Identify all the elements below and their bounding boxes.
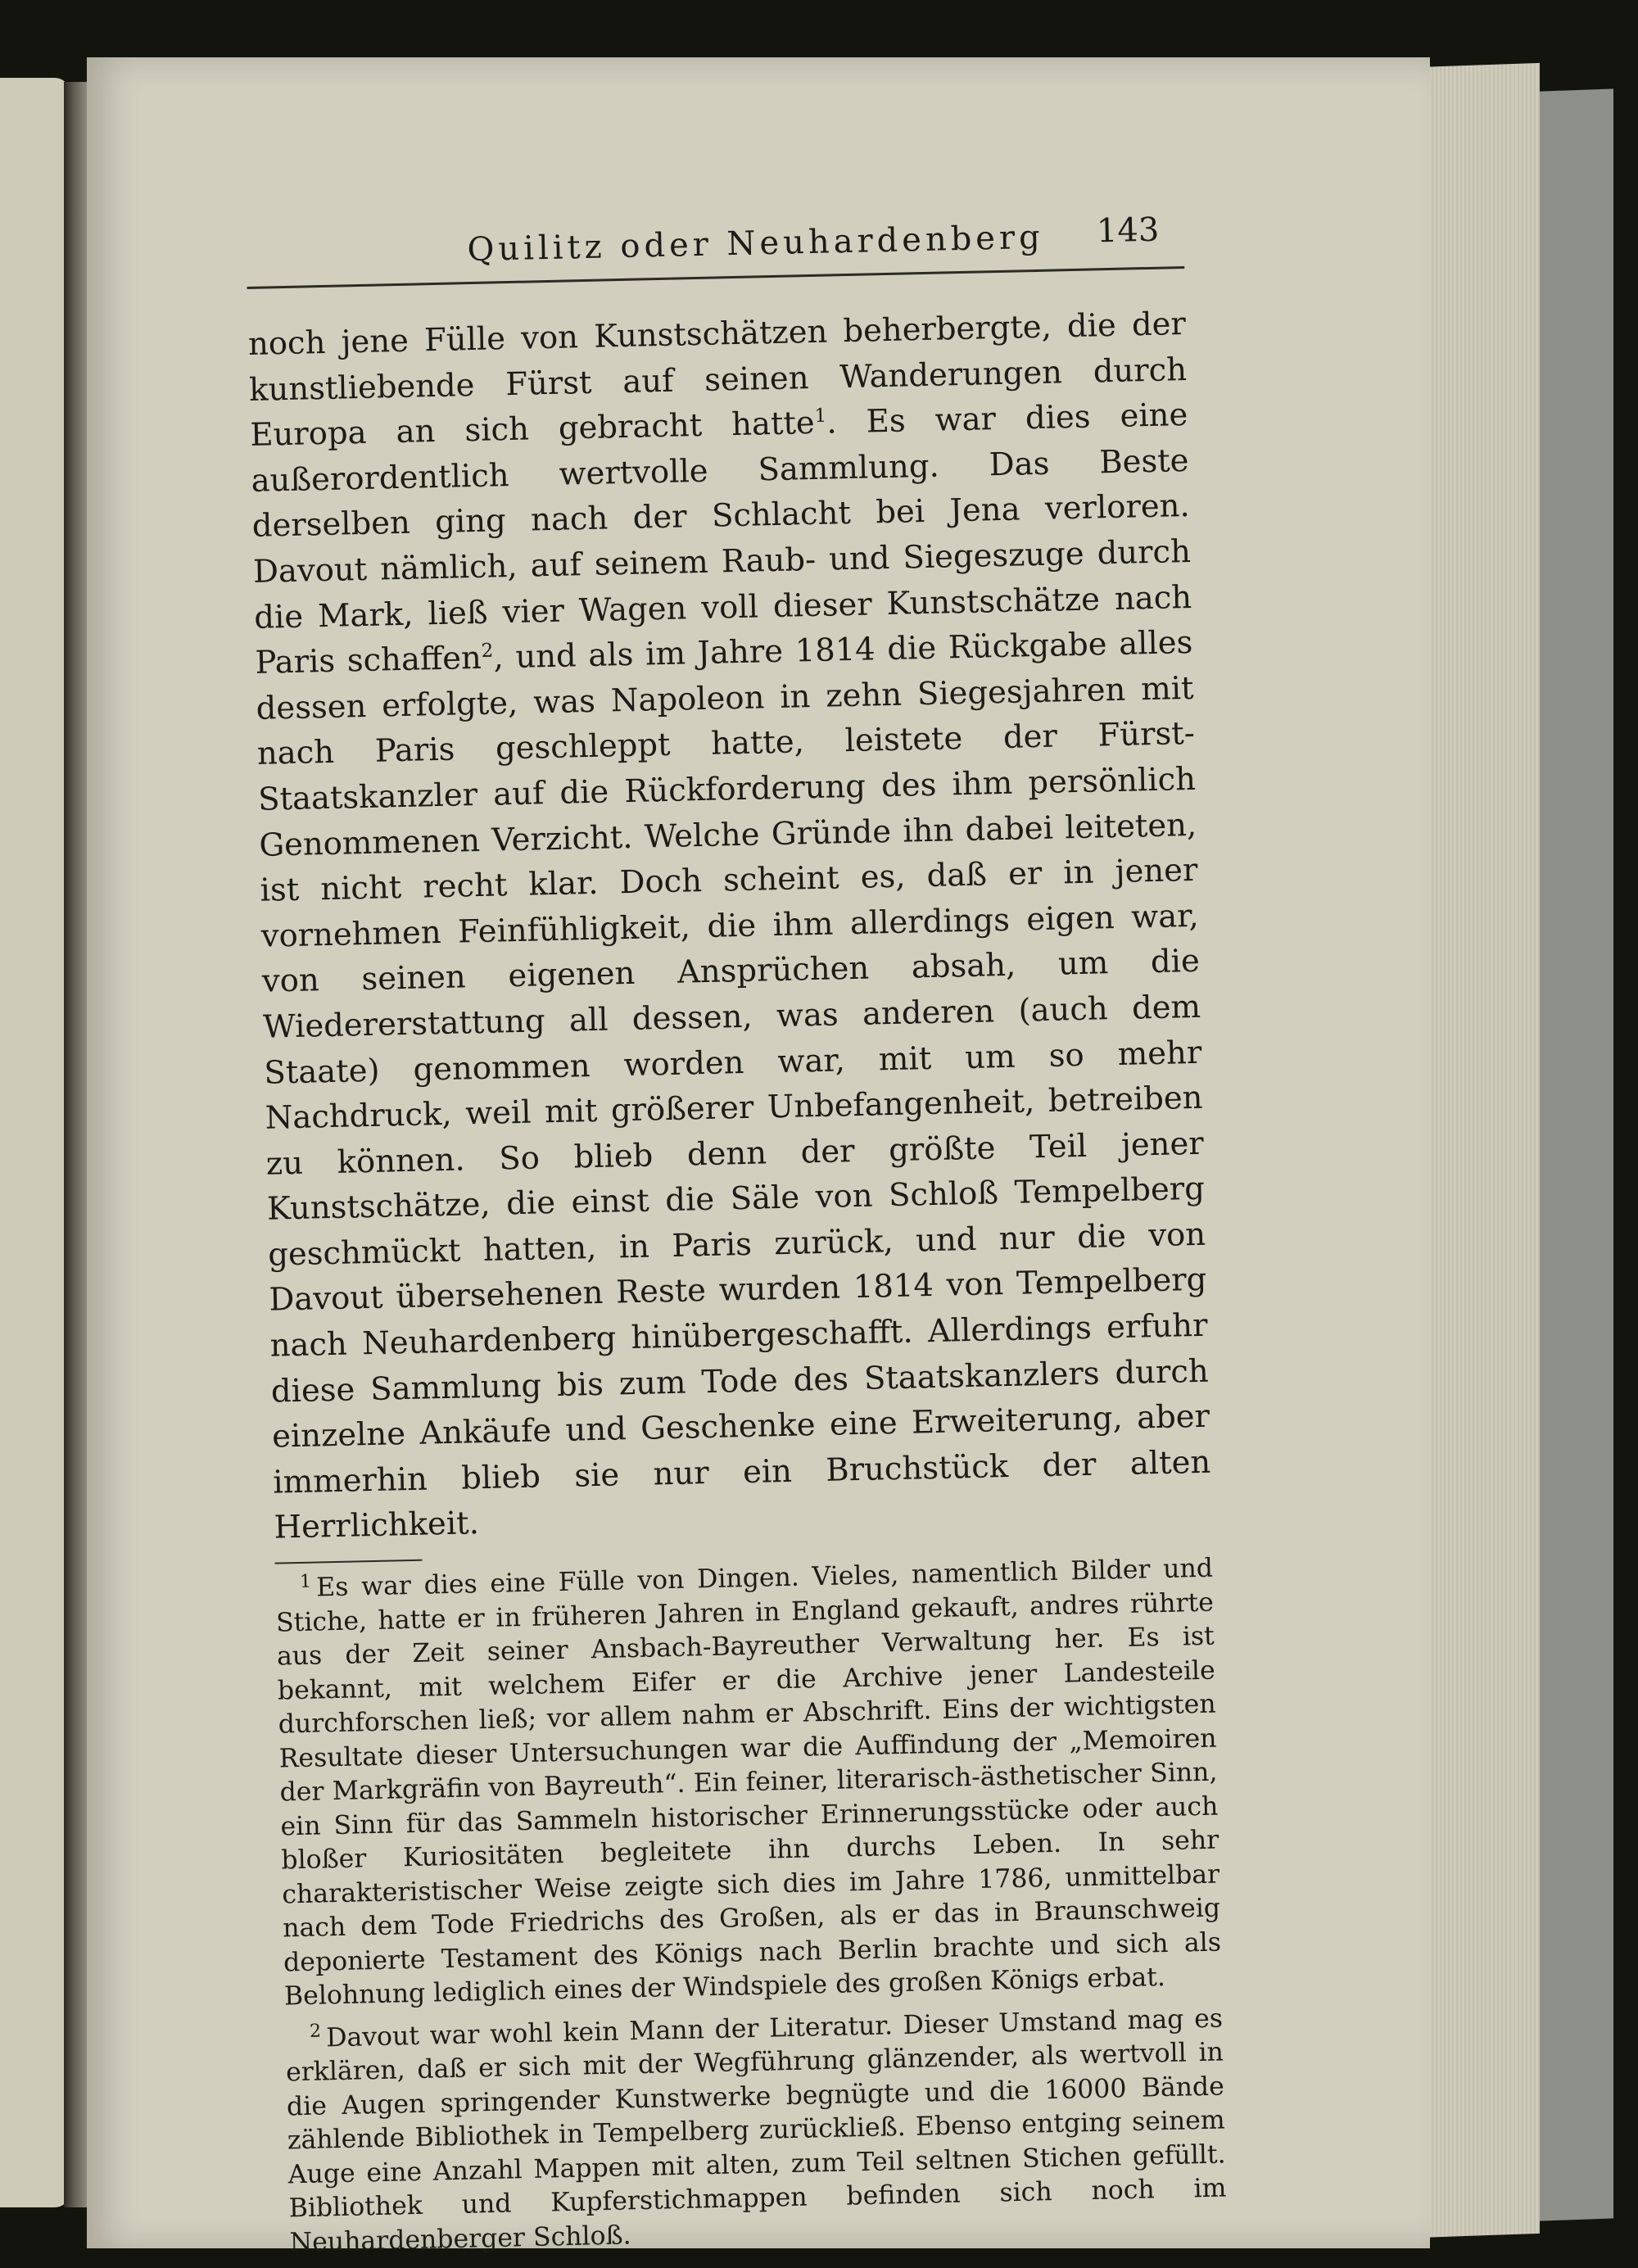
footnote-reference-2: 2 — [481, 640, 494, 663]
footnote-text: Es war dies eine Fülle von Dingen. Vieles, namentlich Bilder und Stiche, hatte er in früheren Jahren in England gekauft, andres rührte aus der Zeit seiner Ansbach-Bayreuther Verwaltung her. Es ist bekannt, mit welchem Eifer er die Archive jener Landesteile durchforschen ließ; vor allem nahm er Abschrift. Eins der wichtigsten Resultate dieser Untersuchungen war die Auffindung der „Memoiren der Markgräfin von Bayreuth“. Ein feiner, literarisch-ästhetischer Sinn, ein Sinn für das Sammeln historischer Erinnerungsstücke oder auch bloßer Kuriositäten begleitete ihn durchs Leben. In sehr charakteristischer Weise zeigte sich dies im Jahre 1786, unmittelbar nach dem Tode Friedrichs des Großen, als er das in Braunschweig deponierte Testament des Königs nach Berlin brachte und sich als Belohnung lediglich eines der Windspiele des großen Königs erbat. — [275, 1553, 1222, 2012]
page-number: 143 — [1096, 211, 1160, 251]
book-gutter — [64, 82, 87, 2207]
footnote-number: 1 — [299, 1571, 312, 1592]
body-text — [247, 301, 1211, 1551]
body-paragraph — [247, 301, 1211, 1551]
footnote-rule — [275, 1560, 423, 1564]
running-head: Quilitz oder Neuhardenberg — [467, 218, 1045, 269]
body-text-part-2: . Es war dies eine außerordentlich wertvolle Sammlung. Das Beste derselben ging nach der Schlacht bei Jena verloren. Davout nämlich, auf seinem Raub- und Siegeszuge durch die Mark, ließ vier Wagen voll dieser Kunstschätze nach Paris schaffen — [251, 396, 1192, 682]
book-cover-edge — [1540, 88, 1613, 2220]
page-content — [246, 209, 1228, 2268]
footnote-1 — [275, 1552, 1222, 2014]
facing-page-edge — [0, 78, 70, 2207]
footnote-number: 2 — [309, 2021, 322, 2042]
footnote-reference-1: 1 — [814, 405, 827, 428]
body-text-part-3: , und als im Jahre 1814 die Rückgabe alles dessen erfolgte, was Napoleon in zehn Siegesjahren mit nach Paris geschleppt hatte, leistete der Fürst-Staatskanzler auf die Rückforderung des ihm persönlich Genommenen Verzicht. Welche Gründe ihn dabei leiteten, ist nicht recht klar. Doch scheint es, daß er in jener vornehmen Feinfühligkeit, die ihm allerdings eigen war, von seinen eigenen Ansprüchen absah, um die Wiedererstattung all dessen, was anderen (auch dem Staate) genommen worden war, mit um so mehr Nachdruck, weil mit größerer Unbefangenheit, betreiben zu können. So blieb denn der größte Teil jener Kunstschätze, die einst die Säle von Schloß Tempelberg geschmückt hatten, in Paris zurück, und nur die von Davout übersehenen Reste wurden 1814 von Tempelberg nach Neuhardenberg hinübergeschafft. Allerdings erfuhr diese Sammlung bis zum Tode des Staatskanzlers durch einzelne Ankäufe und Geschenke eine Erweiterung, aber immerhin blieb sie nur ein Bruchstück der alten Herrlichkeit. — [256, 624, 1211, 1547]
body-text-part-1: noch jene Fülle von Kunstschätzen beherbergte, die der kunstliebende Fürst auf seinen Wanderungen durch Europa an sich gebracht hatte — [247, 305, 1188, 455]
footnote-2 — [285, 2002, 1228, 2260]
footnote-text: Davout war wohl kein Mann der Literatur. Dieser Umstand mag es erklären, daß er sich mit der Wegführung glänzender, als wertvoll in die Augen springender Kunstwerke begnügte und die 16000 Bände zählende Bibliothek in Tempelberg zurückließ. Ebenso entging seinem Auge eine Anzahl Mappen mit alten, zum Teil seltnen Stichen gefüllt. Bibliothek und Kupferstichmappen befinden sich noch im Neuhardenberger Schloß. — [285, 2003, 1227, 2257]
